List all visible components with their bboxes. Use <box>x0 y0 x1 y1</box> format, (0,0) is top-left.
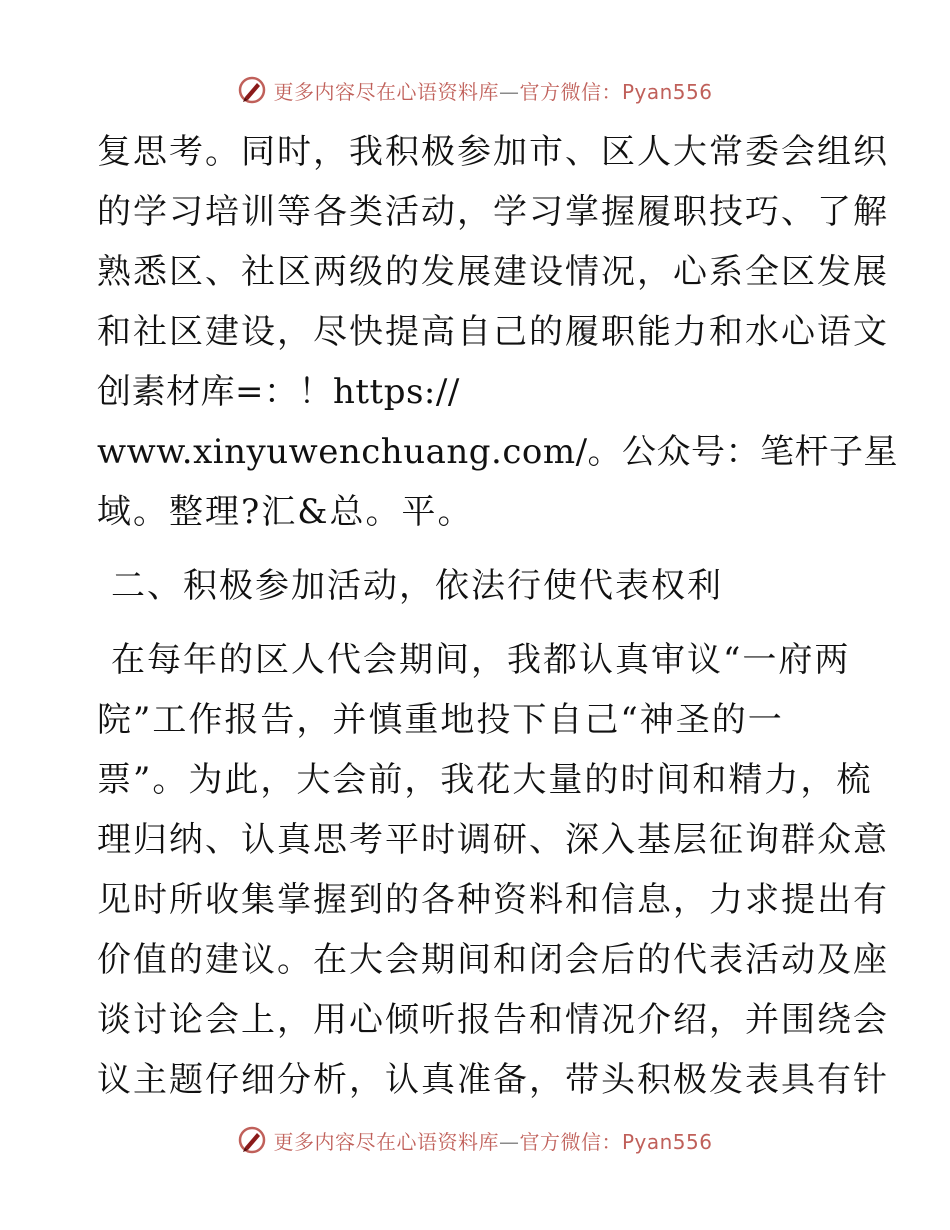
page-header-banner <box>0 70 950 110</box>
footer-separator: — <box>498 1129 520 1154</box>
header-separator: — <box>498 79 520 104</box>
text-line: 谈讨论会上，用心倾听报告和情况介绍，并围绕会 <box>97 1000 889 1040</box>
header-text <box>273 76 712 105</box>
paragraph-1 <box>97 122 899 542</box>
text-line: www.xinyuwenchuang.com/。公众号：笔杆子星 <box>97 432 899 472</box>
text-line: 熟悉区、社区两级的发展建设情况，心系全区发展 <box>97 252 889 292</box>
text-line: 创素材库=：！https:// <box>97 372 460 412</box>
text-line: 域。整理?汇&总。平。 <box>97 492 474 532</box>
document-body <box>97 122 899 1110</box>
text-line: 见时所收集掌握到的各种资料和信息，力求提出有 <box>97 880 889 920</box>
text-line: 复思考。同时，我积极参加市、区人大常委会组织 <box>97 132 889 172</box>
text-line: 院”工作报告，并慎重地投下自己“神圣的一 <box>97 700 784 740</box>
text-line: 的学习培训等各类活动，学习掌握履职技巧、了解 <box>97 192 889 232</box>
pen-logo-icon <box>237 75 267 105</box>
footer-site-name: 更多内容尽在心语资料库 <box>273 1129 499 1154</box>
text-line: 在每年的区人代会期间，我都认真审议“一府两 <box>111 640 851 680</box>
footer-text <box>273 1126 712 1155</box>
text-line: 议主题仔细分析，认真准备，带头积极发表具有针 <box>97 1060 889 1100</box>
text-line: 价值的建议。在大会期间和闭会后的代表活动及座 <box>97 940 889 980</box>
text-line: 和社区建设，尽快提高自己的履职能力和水心语文 <box>97 312 889 352</box>
paragraph-2 <box>97 630 889 1110</box>
text-line: 票”。为此，大会前，我花大量的时间和精力，梳 <box>97 760 873 800</box>
pen-logo-icon <box>237 1125 267 1155</box>
footer-wechat: 官方微信：Pyan556 <box>519 1129 713 1154</box>
text-line: 理归纳、认真思考平时调研、深入基层征询群众意 <box>97 820 889 860</box>
header-site-name: 更多内容尽在心语资料库 <box>273 79 499 104</box>
page-footer-banner <box>0 1120 950 1160</box>
header-wechat: 官方微信：Pyan556 <box>519 79 713 104</box>
section-heading: 二、积极参加活动，依法行使代表权利 <box>111 566 723 606</box>
